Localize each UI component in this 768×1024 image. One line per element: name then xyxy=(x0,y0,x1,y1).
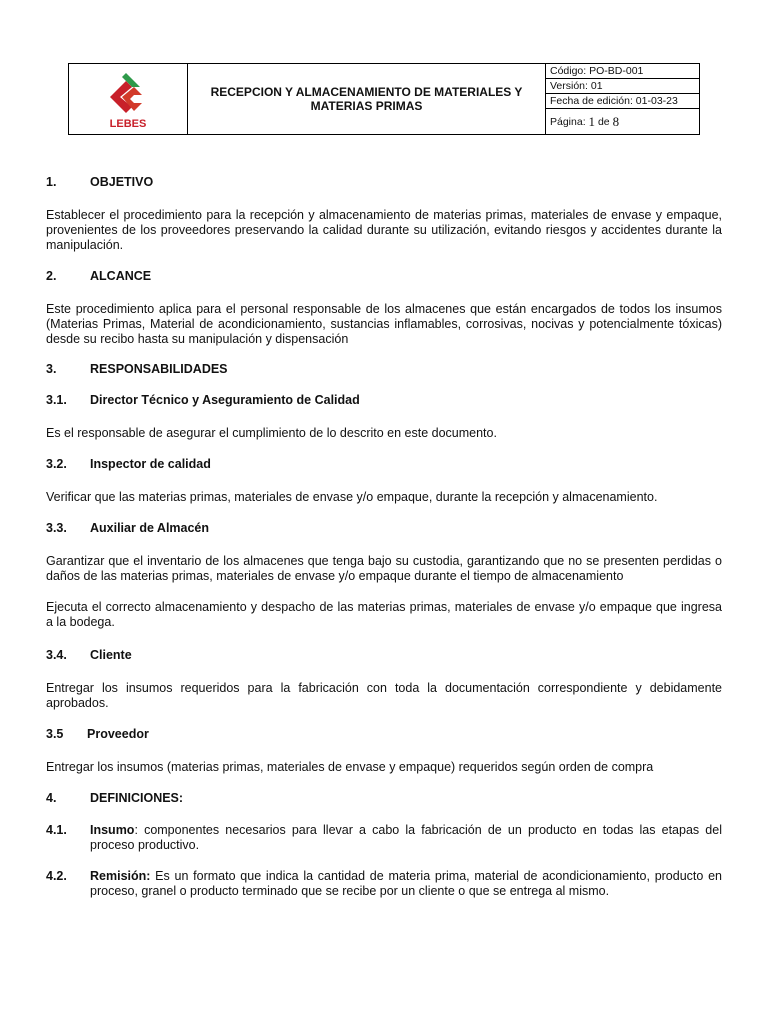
subsection-heading: 3.5 Proveedor xyxy=(46,727,149,741)
definition-item: 4.2. Remisión: Es un formato que indica la cantidad de materia prima, material de acondicionamiento, producto en proceso, granel o producto terminado que se recibe por un cliente o que se entrega al mismo. xyxy=(46,869,722,898)
definition-text: : componentes necesarios para llevar a cabo la fabricación de un producto en todas las etapas del proceso productivo. xyxy=(90,823,722,852)
section-heading: 2. ALCANCE xyxy=(46,269,152,283)
subsection-heading: 3.2. Inspector de calidad xyxy=(46,457,211,471)
lebes-logo-icon xyxy=(96,67,160,131)
svg-text:LEBES: LEBES xyxy=(109,118,147,130)
document-title: RECEPCION Y ALMACENAMIENTO DE MATERIALES Y MATERIAS PRIMAS xyxy=(188,64,546,134)
page-total: 8 xyxy=(612,113,620,129)
document-header xyxy=(68,63,700,135)
code-field: Código: PO-BD-001 xyxy=(546,64,699,79)
page-field xyxy=(546,109,699,134)
section-heading: 4. DEFINICIONES: xyxy=(46,791,184,805)
definition-term: Remisión: xyxy=(90,869,151,883)
page-label: Página: xyxy=(550,115,586,128)
definition-term: Insumo xyxy=(90,823,135,837)
page-number: 1 xyxy=(588,113,596,129)
paragraph: Ejecuta el correcto almacenamiento y despacho de las materias primas, materiales de envase y/o empaque que ingresa a la bodega. xyxy=(46,600,722,629)
paragraph: Entregar los insumos (materias primas, materiales de envase y empaque) requeridos según orden de compra xyxy=(46,760,654,774)
paragraph: Verificar que las materias primas, materiales de envase y/o empaque, durante la recepción y almacenamiento. xyxy=(46,490,658,504)
section-heading: 1. OBJETIVO xyxy=(46,175,154,189)
paragraph: Establecer el procedimiento para la recepción y almacenamiento de materias primas, materiales de envase y empaque, provenientes de los proveedores preservando la calidad durante su utilización, evitando riesgos y accidentes durante la manipulación. xyxy=(46,208,722,252)
edition-date-field: Fecha de edición: 01-03-23 xyxy=(546,94,699,109)
paragraph: Garantizar que el inventario de los almacenes que tenga bajo su custodia, garantizando que no se presenten perdidas o daños de las materias primas, materiales de envase y/o empaque durante el tiempo de almacenamiento xyxy=(46,554,722,583)
subsection-heading: 3.3. Auxiliar de Almacén xyxy=(46,521,210,535)
paragraph: Este procedimiento aplica para el personal responsable de los almacenes que están encargados de todos los insumos (Materias Primas, Material de acondicionamiento, sustancias inflamables, corrosivas, nocivas y potencialmente tóxicas) desde su recibo hasta su manipulación y dispensación xyxy=(46,302,722,346)
paragraph: Entregar los insumos requeridos para la fabricación con toda la documentación correspondiente y debidamente aprobados. xyxy=(46,681,722,710)
subsection-heading: 3.4. Cliente xyxy=(46,648,132,662)
version-field: Versión: 01 xyxy=(546,79,699,94)
definition-text: Es un formato que indica la cantidad de materia prima, material de acondicionamiento, producto en proceso, granel o producto terminado que se recibe por un cliente o que se entrega al mismo. xyxy=(90,869,722,898)
definition-item: 4.1. Insumo: componentes necesarios para llevar a cabo la fabricación de un producto en todas las etapas del proceso productivo. xyxy=(46,823,722,852)
page-of: de xyxy=(597,115,610,128)
section-heading: 3. RESPONSABILIDADES xyxy=(46,362,228,376)
document-body xyxy=(46,170,722,899)
document-meta xyxy=(546,64,699,134)
subsection-heading: 3.1. Director Técnico y Aseguramiento de Calidad xyxy=(46,393,360,407)
paragraph: Es el responsable de asegurar el cumplimiento de lo descrito en este documento. xyxy=(46,426,497,440)
company-logo xyxy=(69,64,188,134)
